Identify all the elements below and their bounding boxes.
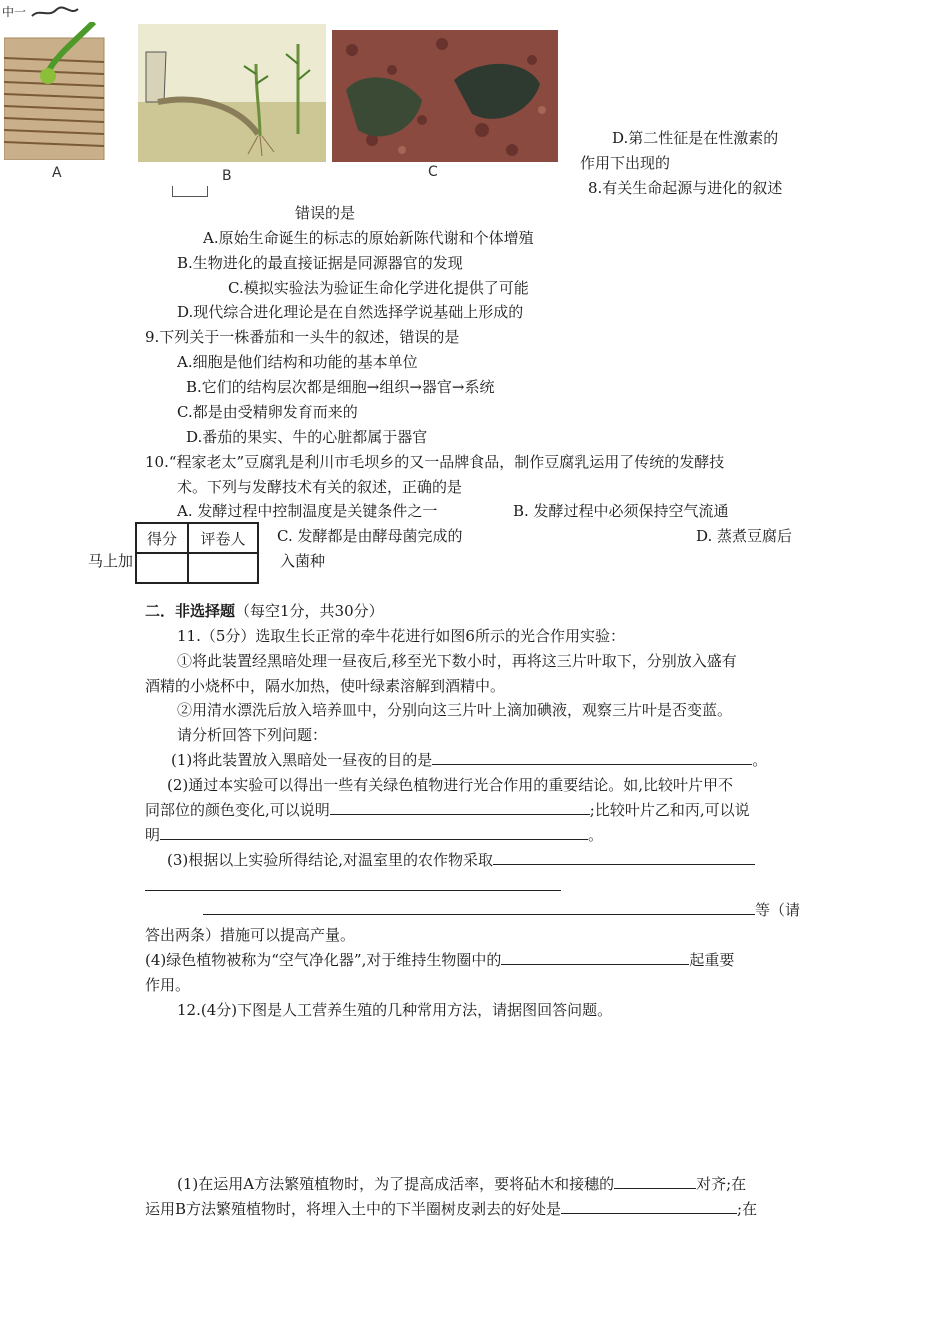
figure-a-label: A	[52, 165, 62, 181]
q11-part2-line2-tail: ;比较叶片乙和丙,可以说	[589, 801, 750, 819]
q11-step2: ②用清水漂洗后放入培养皿中，分别向这三片叶上滴加碘液，观察三片叶是否变蓝。	[177, 701, 733, 719]
q11-part2-line2-text: 同部位的颜色变化,可以说明	[145, 801, 330, 819]
q11-part4	[145, 950, 734, 970]
q8-option-d: D.现代综合进化理论是在自然选择学说基础上形成的	[177, 303, 524, 321]
margin-note: 马上加	[88, 552, 134, 570]
q8-stem-line1: 8.有关生命起源与进化的叙述	[588, 179, 783, 197]
q11-part2-line3	[145, 825, 603, 845]
score-cell	[136, 553, 188, 583]
grader-cell	[188, 553, 258, 583]
q11-part1-text: (1)将此装置放入黑暗处一昼夜的目的是	[171, 751, 433, 769]
q8-option-b: B.生物进化的最直接证据是同源器官的发现	[177, 254, 463, 272]
figure-c-label: C	[428, 164, 438, 180]
q11-part4-text: (4)绿色植物被称为“空气净化器”,对于维持生物圈中的	[145, 951, 502, 969]
q11-part3-answer-blank-b[interactable]	[145, 890, 561, 891]
section2-title: 二．非选择题	[145, 602, 236, 620]
q11-part3-tail-b: 答出两条）措施可以提高产量。	[145, 926, 356, 944]
q9-option-c: C.都是由受精卵发育而来的	[177, 403, 358, 421]
figure-b-layering	[138, 24, 326, 162]
q12-part1-text-c: 运用B方法繁殖植物时，将埋入土中的下半圈树皮剥去的好处是	[145, 1200, 562, 1218]
q11-part2-line3-text: 明	[145, 826, 161, 844]
q11-part2-answer-blank-a[interactable]	[330, 800, 590, 815]
q11-part4-tail: 起重要	[689, 951, 735, 969]
q11-part3-tail-line	[203, 900, 800, 920]
q10-stem-line1: 10.“程家老太”豆腐乳是利川市毛坝乡的又一品牌食品，制作豆腐乳运用了传统的发酵技	[145, 453, 725, 471]
q12-part1-text-a: (1)在运用A方法繁殖植物时，为了提高成活率，要将砧木和接穗的	[177, 1175, 615, 1193]
q8-option-a: A.原始生命诞生的标志的原始新陈代谢和个体增殖	[203, 229, 534, 247]
q11-part1-answer-blank[interactable]	[432, 750, 752, 765]
score-table	[135, 522, 259, 584]
corner-text: 中一	[2, 5, 27, 19]
q10-option-b: B. 发酵过程中必须保持空气流通	[513, 502, 729, 520]
q11-part4-answer-blank[interactable]	[501, 950, 689, 965]
q9-stem: 9.下列关于一株番茄和一头牛的叙述，错误的是	[145, 328, 460, 346]
q11-stem: 11.（5分）选取生长正常的牵牛花进行如图6所示的光合作用实验：	[177, 627, 625, 645]
q10-option-c: C. 发酵都是由酵母菌完成的	[277, 527, 463, 545]
q12-stem: 12.(4分)下图是人工营养生殖的几种常用方法，请据图回答问题。	[177, 1001, 613, 1019]
q11-part3	[167, 850, 755, 870]
figure-a-grafting	[4, 22, 112, 160]
q12-part1-line2	[145, 1199, 757, 1219]
q8-option-c: C.模拟实验法为验证生命化学进化提供了可能	[228, 279, 529, 297]
q10-option-d-line2: 入菌种	[280, 552, 326, 570]
q10-option-a: A. 发酵过程中控制温度是关键条件之一	[177, 502, 438, 520]
q11-part3-answer-blank-a[interactable]	[493, 850, 755, 865]
q7-option-d-line2: 作用下出现的	[580, 154, 671, 172]
q11-step1-line1: ①将此装置经黑暗处理一昼夜后,移至光下数小时，再将这三片叶取下，分别放入盛有	[177, 652, 737, 670]
q12-part1-answer-blank-b[interactable]	[561, 1199, 737, 1214]
q7-option-d-line1: D.第二性征是在性激素的	[612, 129, 779, 147]
q11-part3-text: (3)根据以上实验所得结论,对温室里的农作物采取	[167, 851, 494, 869]
figure-b-bracket	[172, 186, 208, 197]
q12-part1-answer-blank-a[interactable]	[614, 1174, 696, 1189]
q9-option-a: A.细胞是他们结构和功能的基本单位	[177, 353, 418, 371]
q9-option-d: D.番茄的果实、牛的心脏都属于器官	[186, 428, 428, 446]
q8-stem-line2: 错误的是	[295, 204, 356, 222]
score-header: 得分	[136, 523, 188, 553]
q11-part2-line2	[145, 800, 750, 820]
q12-part1-text-d: ;在	[737, 1200, 758, 1218]
grader-header: 评卷人	[188, 523, 258, 553]
q11-part3-tail-a: 等（请	[755, 901, 801, 919]
q11-part1-end: 。	[752, 751, 768, 769]
section2-heading	[145, 601, 384, 621]
figure-b-label: B	[222, 168, 232, 184]
q11-step1-line2: 酒精的小烧杯中，隔水加热，使叶绿素溶解到酒精中。	[145, 677, 506, 695]
figure-c-leaf-cuttings	[332, 30, 558, 162]
q11-part4-end: 作用。	[145, 976, 191, 994]
q11-part2-answer-blank-b[interactable]	[160, 825, 588, 840]
q12-part1-text-b: 对齐;在	[696, 1175, 747, 1193]
q10-stem-line2: 术。下列与发酵技术有关的叙述，正确的是	[177, 478, 463, 496]
q11-part1	[171, 750, 767, 770]
section2-note: （每空1分，共30分）	[235, 602, 384, 620]
q11-prompt: 请分析回答下列问题：	[177, 726, 328, 744]
q11-part2-line1: (2)通过本实验可以得出一些有关绿色植物进行光合作用的重要结论。如,比较叶片甲不	[167, 776, 734, 794]
q12-part1-line1	[177, 1174, 746, 1194]
q11-part3-answer-blank-c[interactable]	[203, 900, 755, 915]
q10-option-d-line1: D. 蒸煮豆腐后	[696, 527, 793, 545]
q9-option-b: B.它们的结构层次都是细胞→组织→器官→系统	[186, 378, 495, 396]
q11-part2-line3-end: 。	[588, 826, 604, 844]
